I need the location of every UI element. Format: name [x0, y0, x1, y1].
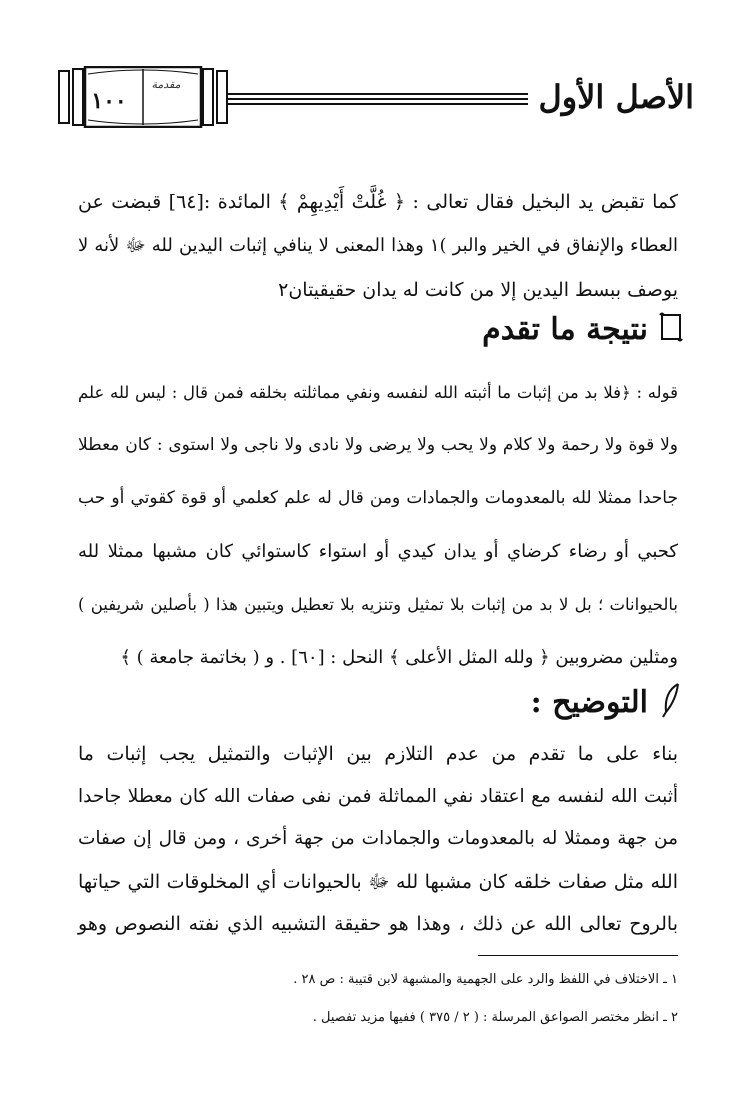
footnote-2: ٢ ـ انظر مختصر الصواعق المرسلة : ( ٢ / ٣٧٥ ) ففيها مزيد تفصيل .	[312, 1010, 678, 1025]
footnote-divider	[478, 955, 678, 956]
text-line: ولا قوة ولا رحمة ولا كلام ولا يحب ولا يرضى ولا نادى ولا ناجى ولا استوى : كان معطلا	[78, 435, 678, 455]
text-line: بالحيوانات ؛ بل لا بد من إثبات بلا تمثيل وتنزيه بلا تعطيل ويتبين هذا ( بأصلين شريفين )	[78, 595, 678, 614]
header-rule	[228, 93, 528, 108]
quote-paragraph	[78, 366, 678, 684]
page-number: ١٠٠	[91, 88, 127, 114]
text-line: الله مثل صفات خلقه كان مشبها لله ﷻ بالحيوانات أي المخلوقات التي حياتها	[78, 870, 678, 893]
text-line: العطاء والإنفاق في الخير والبر )١ وهذا المعنى لا ينافي إثبات اليدين لله ﷻ لأنه لا	[78, 235, 679, 256]
section-heading-result	[482, 312, 684, 350]
quill-icon	[658, 682, 684, 726]
chapter-title: الأصل الأول	[538, 78, 694, 116]
section-heading-text: التوضيح :	[530, 685, 648, 720]
text-line: كحبي أو رضاء كرضاي أو يدان كيدي أو استواء كاستوائي كان مشبها ممثلا لله	[78, 541, 678, 562]
text-line: من جهة وممثلا له بالمعدومات والجمادات من جهة أخرى ، ومن قال إن صفات	[78, 828, 678, 849]
section-heading-text: نتيجة ما تقدم	[482, 312, 648, 347]
text-line: جاحدا ممثلا لله بالمعدومات والجمادات ومن قال له علم كعلمي أو قوة كقوتي أو حب	[78, 488, 678, 508]
brand-mark: مقدمة	[151, 78, 181, 91]
text-line: بالروح تعالى الله عن ذلك ، وهذا هو حقيقة التشبيه الذي نفته النصوص وهو	[78, 913, 678, 935]
text-line: يوصف ببسط اليدين إلا من كانت له يدان حقيقيتان٢	[278, 279, 678, 301]
section-heading-explanation	[531, 682, 684, 726]
scroll-icon	[658, 312, 684, 350]
text-line: أثبت الله لنفسه مع اعتقاد نفي المماثلة فمن نفى صفات الله كان معطلا جاحدا	[78, 785, 678, 807]
text-line: قوله : ﴿فلا بد من إثبات ما أثبته الله لنفسه ونفي مماثلته بخلقه فمن قال : ليس لله علم	[78, 383, 678, 402]
text-line: كما تقبض يد البخيل فقال تعالى : ﴿ غُلَّتْ أَيْدِيهِمْ ﴾ المائدة :[٦٤] قبضت عن	[78, 191, 678, 213]
explanation-paragraph	[78, 733, 678, 946]
footnote-1: ١ ـ الاختلاف في اللفظ والرد على الجهمية والمشبهة لابن قتيبة : ص ٢٨ .	[293, 972, 678, 987]
text-line: بناء على ما تقدم من عدم التلازم بين الإثبات والتمثيل يجب إثبات ما	[78, 743, 678, 765]
intro-paragraph	[78, 180, 678, 312]
page-header	[0, 60, 756, 130]
text-line: ومثلين مضروبين ﴿ ولله المثل الأعلى ﴾ النحل : [٦٠] . و ( بخاتمة جامعة ) ﴾	[120, 647, 678, 668]
